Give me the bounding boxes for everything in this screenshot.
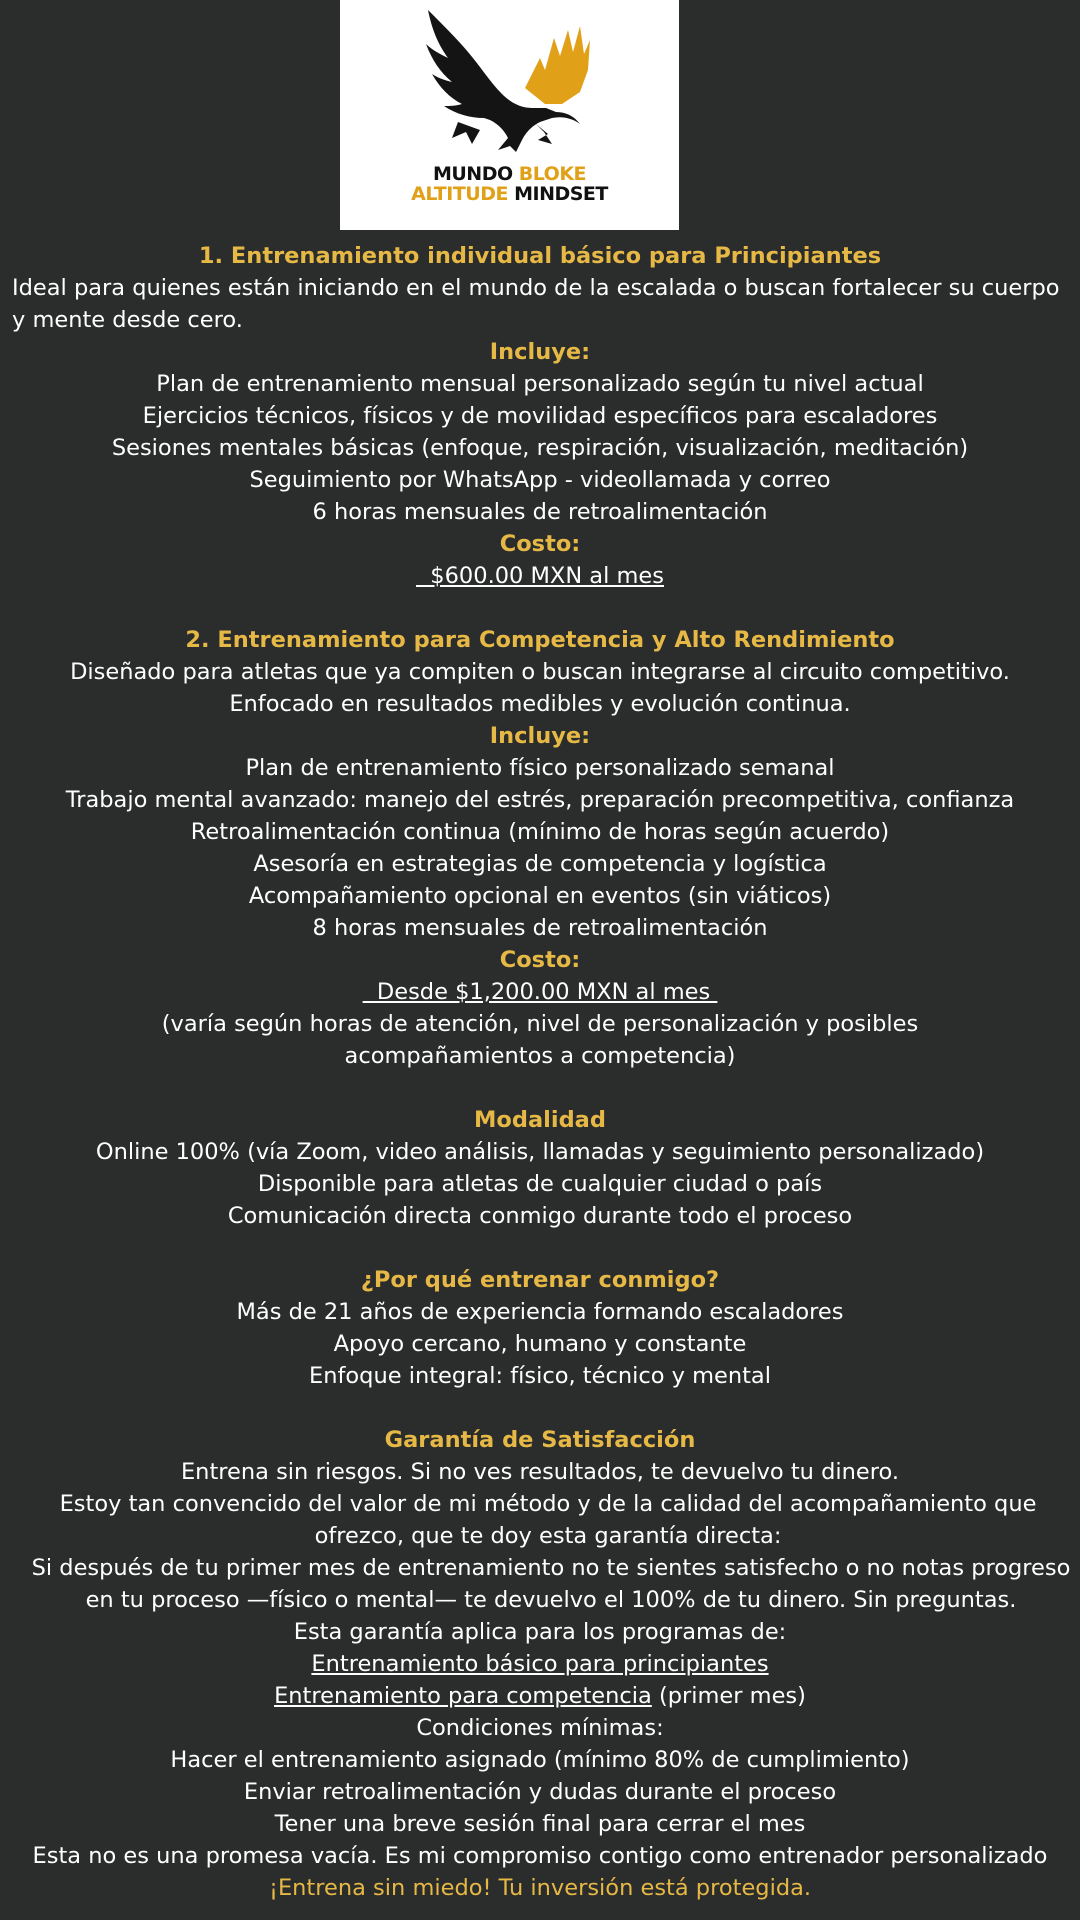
program1-item: Plan de entrenamiento mensual personalizado según tu nivel actual [156,371,924,397]
program1-price: $600.00 MXN al mes [416,563,664,589]
program2-item: Plan de entrenamiento físico personalizado semanal [245,755,835,781]
logo-line-1: MUNDO BLOKE [432,163,587,185]
guarantee-paragraph-1: Estoy tan convencido del valor de mi método y de la calidad del acompañamiento que ofrezco, que te doy esta garantía directa: [59,1491,1037,1549]
program2-price-note: (varía según horas de atención, nivel de personalización y posibles acompañamientos a competencia) [161,1011,919,1069]
program2-item: Retroalimentación continua (mínimo de horas según acuerdo) [190,819,890,845]
modalidad-item: Online 100% (vía Zoom, video análisis, llamadas y seguimiento personalizado) [95,1139,985,1165]
program1-item: Ejercicios técnicos, físicos y de movilidad específicos para escaladores [142,403,938,429]
why-item: Apoyo cercano, humano y constante [333,1331,747,1357]
program1-item: Sesiones mentales básicas (enfoque, respiración, visualización, meditación) [111,435,969,461]
condition-item: Tener una breve sesión final para cerrar el mes [274,1811,806,1837]
program2-item: 8 horas mensuales de retroalimentación [312,915,768,941]
program2-item: Asesoría en estrategias de competencia y logística [253,851,827,877]
link-basic-program[interactable]: Entrenamiento básico para principiantes [311,1651,769,1677]
logo-line-2: ALTITUDE MINDSET [411,183,608,205]
guarantee-intro: Entrena sin riesgos. Si no ves resultados, te devuelvo tu dinero. [180,1459,900,1485]
program2-cost-label: Costo: [499,947,581,973]
link-competition-program[interactable]: Entrenamiento para competencia [274,1683,652,1709]
program1-item: Seguimiento por WhatsApp - videollamada y correo [249,467,831,493]
program1-title: 1. Entrenamiento individual básico para Principiantes [198,243,882,269]
guarantee-title: Garantía de Satisfacción [384,1427,696,1453]
program2-item: Acompañamiento opcional en eventos (sin viáticos) [248,883,832,909]
program2-includes-label: Incluye: [489,723,591,749]
program1-cost-label: Costo: [499,531,581,557]
condition-item: Enviar retroalimentación y dudas durante el proceso [243,1779,837,1805]
program2-item: Trabajo mental avanzado: manejo del estrés, preparación precompetitiva, confianza [65,787,1015,813]
modalidad-item: Disponible para atletas de cualquier ciudad o país [257,1171,823,1197]
modalidad-title: Modalidad [474,1107,606,1133]
why-item: Enfoque integral: físico, técnico y mental [309,1363,771,1389]
condition-item: Hacer el entrenamiento asignado (mínimo 80% de cumplimiento) [170,1747,910,1773]
logo [340,0,679,230]
why-title: ¿Por qué entrenar conmigo? [360,1267,720,1293]
guarantee-paragraph-2: Si después de tu primer mes de entrenamiento no te sientes satisfecho o no notas progreso en tu proceso —físico o mental— te devuelvo el 100% de tu dinero. Sin preguntas. [31,1555,1071,1613]
program2-description: Diseñado para atletas que ya compiten o buscan integrarse al circuito competitivo. Enfocado en resultados medibles y evolución continua. [70,659,1010,717]
program1-item: 6 horas mensuales de retroalimentación [312,499,768,525]
program1-description: Ideal para quienes están iniciando en el mundo de la escalada o buscan fortalecer su cuerpo y mente desde cero. [12,275,1060,333]
program2-title: 2. Entrenamiento para Competencia y Alto Rendimiento [185,627,895,653]
guarantee-tagline: ¡Entrena sin miedo! Tu inversión está protegida. [268,1875,812,1901]
guarantee-applies: Esta garantía aplica para los programas de: [293,1619,787,1645]
why-item: Más de 21 años de experiencia formando escaladores [236,1299,844,1325]
guarantee-closing: Esta no es una promesa vacía. Es mi compromiso contigo como entrenador personalizado [32,1843,1048,1869]
program2-price: Desde $1,200.00 MXN al mes [362,979,718,1005]
modalidad-item: Comunicación directa conmigo durante todo el proceso [227,1203,853,1229]
link-competition-suffix: (primer mes) [651,1683,806,1709]
program1-includes-label: Incluye: [489,339,591,365]
main-content [0,240,1080,1904]
conditions-label: Condiciones mínimas: [416,1715,664,1741]
